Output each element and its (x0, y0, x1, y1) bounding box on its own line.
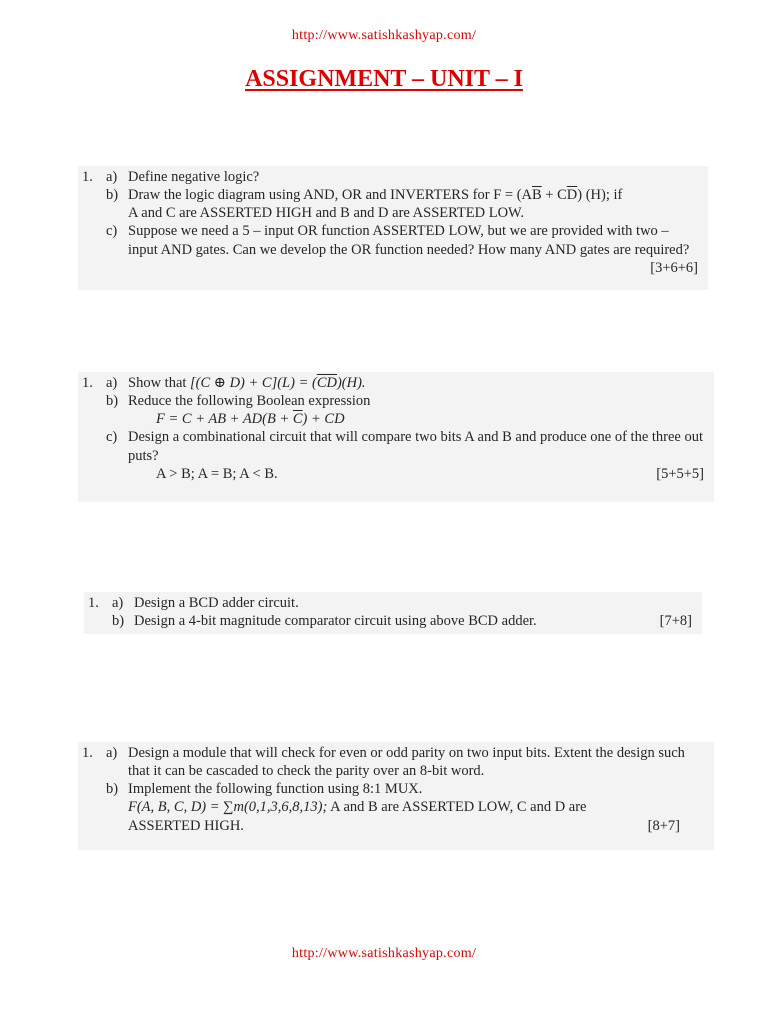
part-a-label: a) (106, 375, 118, 391)
part-b-text: Design a 4-bit magnitude comparator circuit using above BCD adder. (134, 613, 537, 630)
part-c-label: c) (106, 429, 118, 446)
question-number: 1. (88, 595, 99, 611)
part-b-text-continued: ASSERTED HIGH. (128, 817, 244, 834)
page-title: ASSIGNMENT – UNIT – I (245, 66, 523, 92)
marks: [8+7] (647, 817, 680, 834)
part-a-text: Show that [(C ⊕ $D) + C](L) = (\overline{CD})(H)$. (128, 375, 366, 391)
question-set-3 (84, 592, 702, 634)
part-b-label: b) (106, 781, 119, 798)
part-a-text: Design a BCD adder circuit. (134, 595, 299, 611)
part-b-label: b) (106, 187, 119, 204)
part-a-text: Define negative logic? (128, 169, 260, 185)
part-a-label: a) (112, 595, 124, 611)
mux-function: F(A, B, C, D) = ∑m(0,1,3,6,8,13); A and B are ASSERTED LOW, C and D are (128, 799, 587, 816)
part-b-text: Draw the logic diagram using AND, OR and INVERTERS for $F = (A\overline{B} + C\overline{D})$ (H); if (128, 187, 623, 204)
question-set-1 (78, 166, 708, 290)
part-a-label: a) (106, 745, 118, 761)
part-a-label: a) (106, 169, 118, 185)
marks: [7+8] (659, 613, 692, 630)
question-set-2 (78, 372, 714, 502)
part-b-text: Reduce the following Boolean expression (128, 393, 371, 410)
boolean-expression: F = C + AB + $AD(B + \overline{C})$ + CD (156, 411, 345, 428)
question-number: 1. (82, 375, 93, 391)
part-c-label: c) (106, 223, 118, 240)
part-b-label: b) (106, 393, 119, 410)
part-b-label: b) (112, 613, 125, 630)
question-number: 1. (82, 745, 93, 761)
part-b-text: Implement the following function using 8:1 MUX. (128, 781, 423, 798)
part-b-text-continued: A and C are ASSERTED HIGH and B and D are ASSERTED LOW. (128, 205, 525, 222)
part-c-text: Suppose we need a 5 – input OR function ASSERTED LOW, but we are provided with two – input AND gates. Can we develop the OR function needed? How many AND gates are required? (128, 223, 690, 258)
footer-url[interactable]: http://www.satishkashyap.com/ (291, 946, 477, 961)
part-a-text: Design a module that will check for even or odd parity on two input bits. Extent the design such that it can be cascaded to check the parity over an 8-bit word. (128, 745, 685, 780)
part-c-text: Design a combinational circuit that will compare two bits A and B and produce one of the three out puts? (128, 429, 704, 464)
comparison-outputs: A > B; A = B; A < B. (156, 465, 278, 482)
marks: [3+6+6] (650, 259, 698, 276)
question-number: 1. (82, 169, 93, 185)
header-url[interactable]: http://www.satishkashyap.com/ (291, 28, 477, 43)
marks: [5+5+5] (656, 465, 704, 482)
question-set-4 (78, 742, 714, 850)
